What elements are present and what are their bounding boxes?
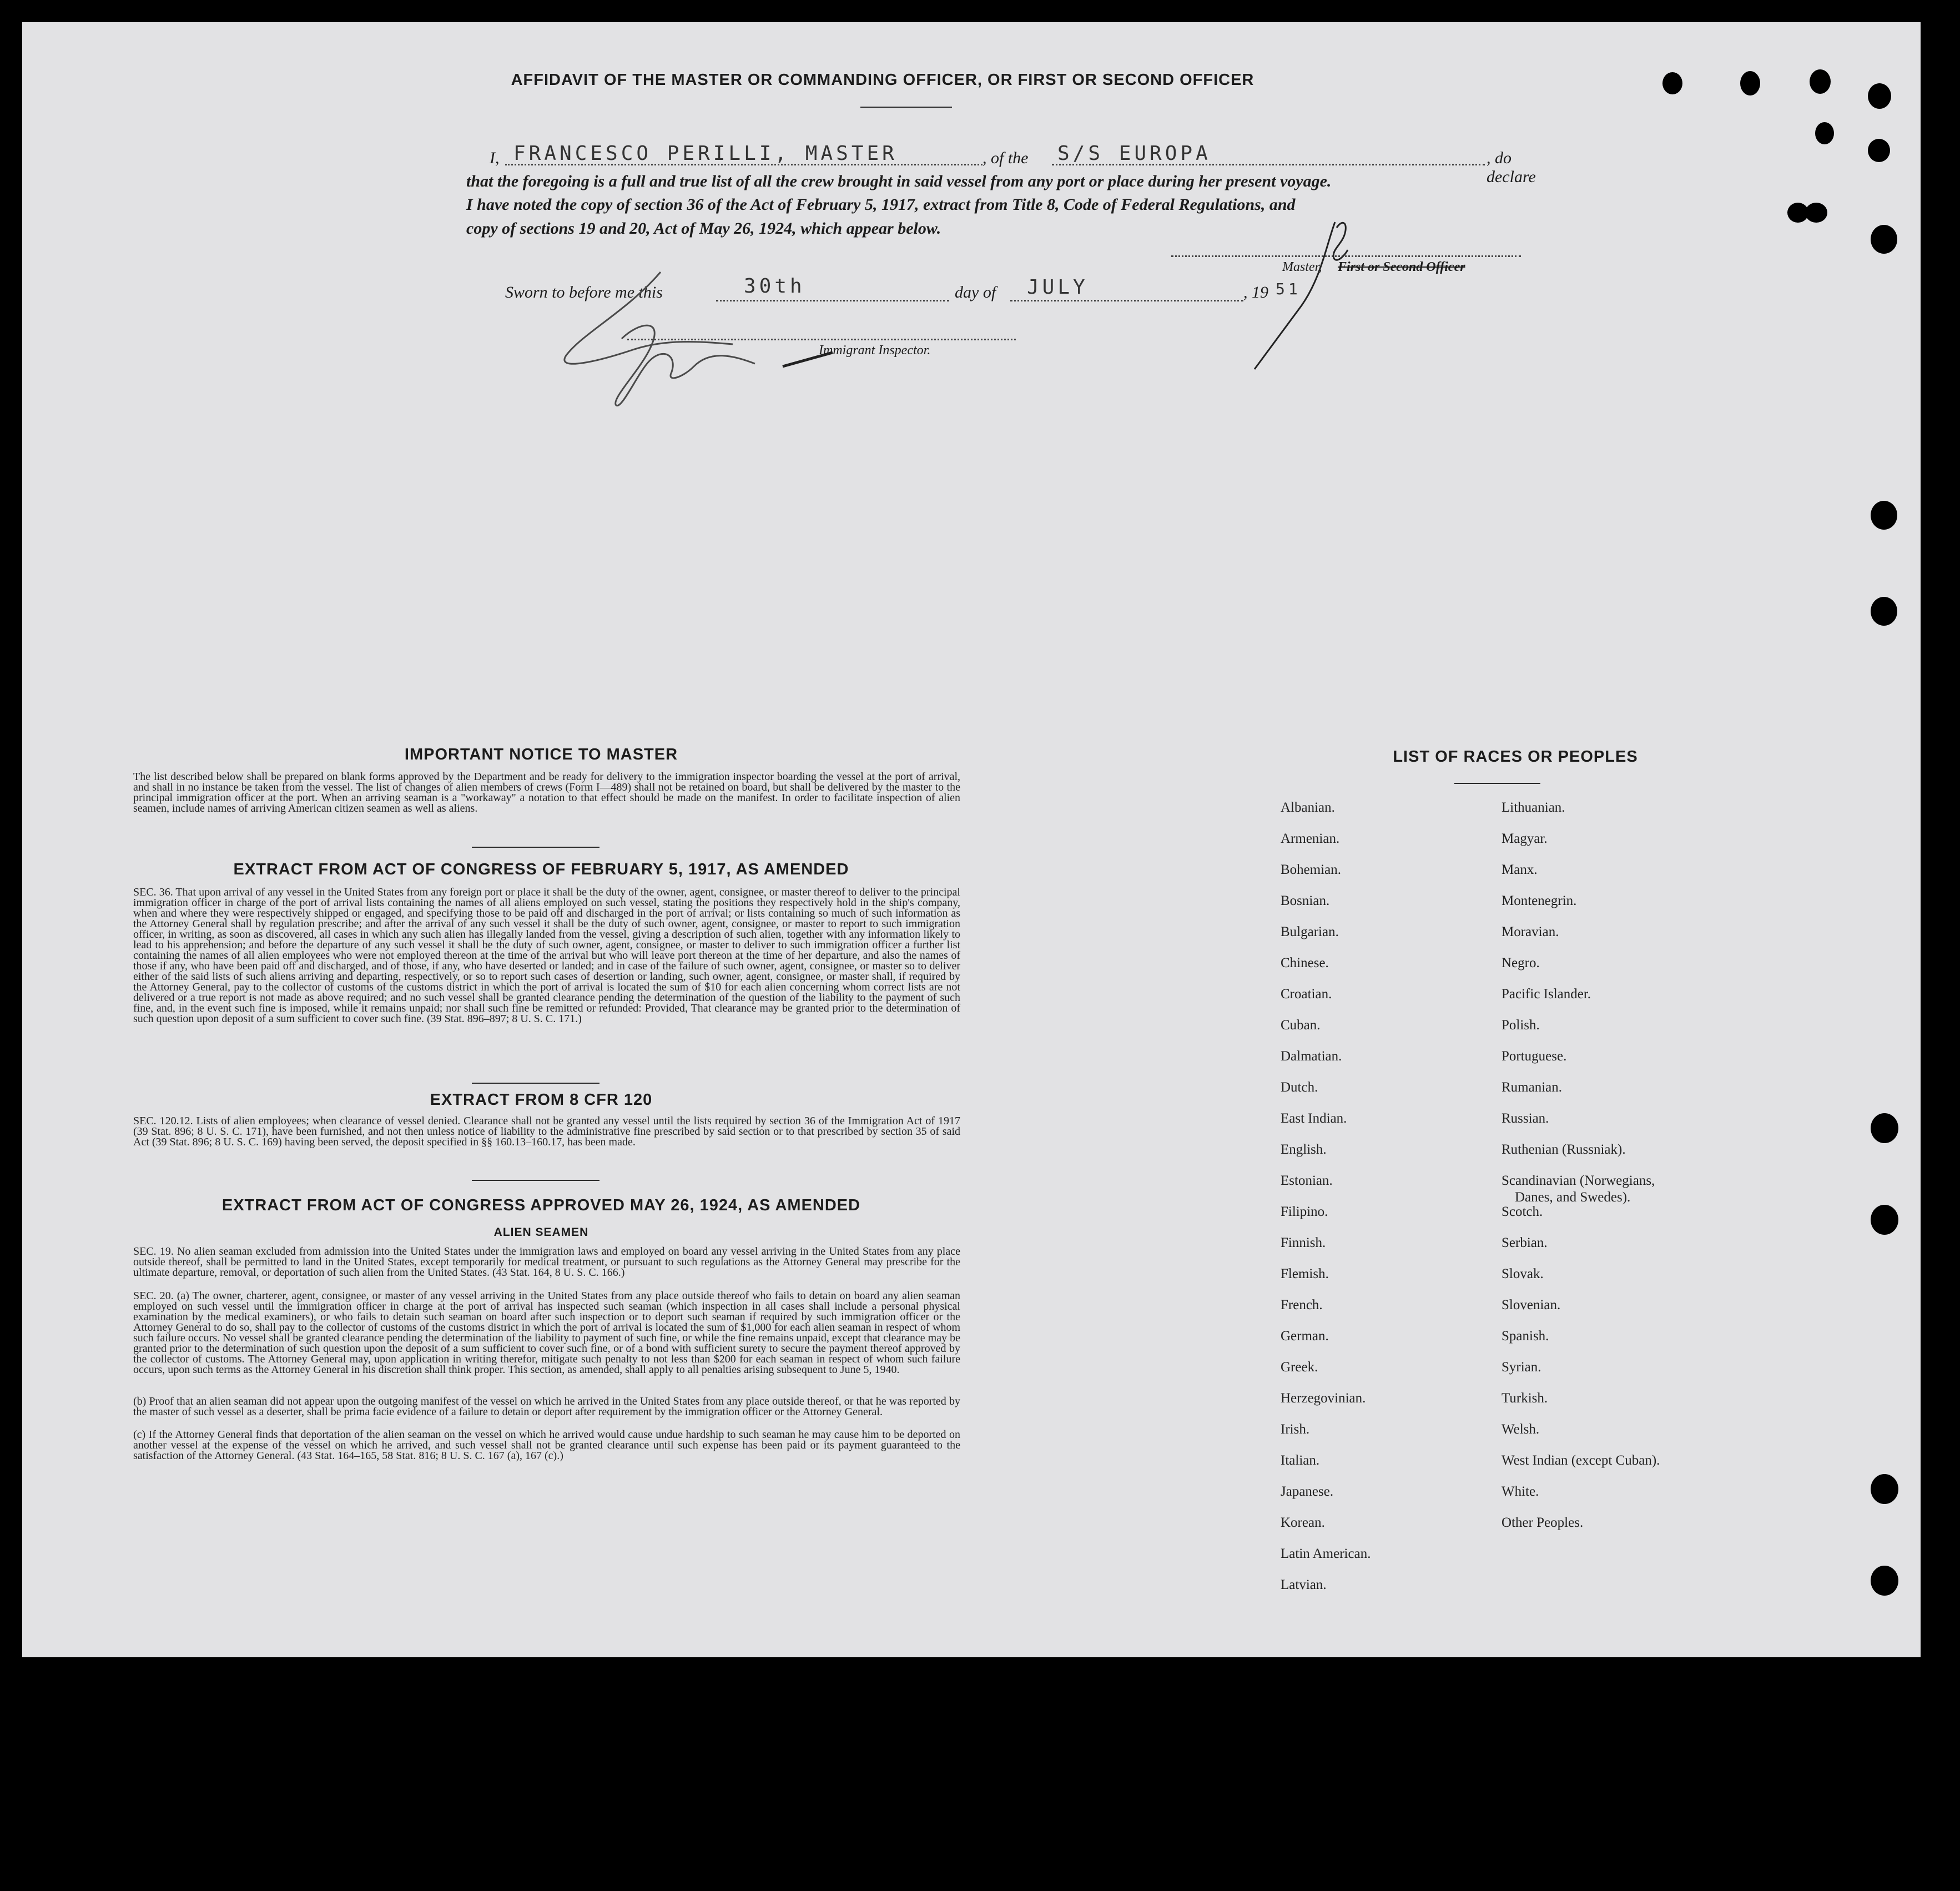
race-item: Scotch. <box>1502 1204 1543 1219</box>
race-item: Bohemian. <box>1281 862 1342 877</box>
punch-hole <box>1740 71 1760 95</box>
i-label: I, <box>490 149 500 167</box>
race-item: Polish. <box>1502 1018 1540 1033</box>
race-item: Portuguese. <box>1502 1049 1567 1064</box>
race-item: Japanese. <box>1281 1484 1334 1499</box>
race-item: Lithuanian. <box>1502 800 1565 815</box>
race-item: Other Peoples. <box>1502 1515 1584 1530</box>
race-item: Flemish. <box>1281 1266 1329 1281</box>
race-item: Dutch. <box>1281 1080 1318 1095</box>
race-item: Negro. <box>1502 955 1540 970</box>
vessel-name-handwritten: S/S EUROPA <box>1057 142 1211 165</box>
race-item: White. <box>1502 1484 1539 1499</box>
races-column-2 <box>1502 799 1790 1546</box>
punch-hole <box>1871 1113 1898 1143</box>
punch-hole <box>1662 72 1682 94</box>
inspector-signature <box>550 261 838 411</box>
race-item: Scandinavian (Norwegians, Danes, and Swedes). <box>1502 1173 1655 1205</box>
declaration-line-4: copy of sections 19 and 20, Act of May 26, 1924, which appear below. <box>466 219 941 238</box>
race-item: Welsh. <box>1502 1422 1540 1437</box>
document-page <box>22 22 1921 1657</box>
races-title: LIST OF RACES OR PEOPLES <box>1393 748 1638 766</box>
race-item: Turkish. <box>1502 1391 1548 1406</box>
day-of-label: day of <box>955 283 996 301</box>
race-item: Bulgarian. <box>1281 924 1339 939</box>
year-handwritten: 51 <box>1276 280 1301 298</box>
race-item: Ruthenian (Russniak). <box>1502 1142 1626 1157</box>
extract-1924-title: EXTRACT FROM ACT OF CONGRESS APPROVED MAY 26, 1924, AS AMENDED <box>221 1196 861 1214</box>
race-item: Russian. <box>1502 1111 1549 1126</box>
race-item: Montenegrin. <box>1502 893 1577 908</box>
master-name-handwritten: FRANCESCO PERILLI, MASTER <box>513 142 898 165</box>
month-field-line <box>1010 300 1243 301</box>
race-item: Moravian. <box>1502 924 1559 939</box>
race-item: Rumanian. <box>1502 1080 1563 1095</box>
race-item: Korean. <box>1281 1515 1325 1530</box>
affidavit-title: AFFIDAVIT OF THE MASTER OR COMMANDING OFFICER, OR FIRST OR SECOND OFFICER <box>511 71 1254 89</box>
declaration-line-2: that the foregoing is a full and true list of all the crew brought in said vessel from any port or place during her present voyage. <box>466 172 1332 190</box>
punch-hole <box>1805 203 1827 223</box>
master-label: Master, <box>1282 260 1322 274</box>
extract-1917-divider <box>472 1083 599 1084</box>
year-prefix: , 19 <box>1243 283 1268 301</box>
race-item: Irish. <box>1281 1422 1310 1437</box>
races-divider <box>1454 783 1540 784</box>
race-item: English. <box>1281 1142 1327 1157</box>
inspector-signature-line <box>627 339 1016 340</box>
race-item: Croatian. <box>1281 987 1332 1002</box>
alien-seamen-subtitle: ALIEN SEAMEN <box>493 1226 589 1239</box>
race-item: Pacific Islander. <box>1502 987 1591 1002</box>
notice-title: IMPORTANT NOTICE TO MASTER <box>404 746 678 763</box>
punch-hole <box>1868 83 1891 109</box>
extract-cfr-divider <box>472 1180 599 1181</box>
race-item: German. <box>1281 1329 1329 1344</box>
of-the-label: , of the <box>982 149 1029 167</box>
race-item: Bosnian. <box>1281 893 1330 908</box>
month-handwritten: JULY <box>1027 276 1089 299</box>
punch-hole <box>1871 1205 1898 1235</box>
race-item: Manx. <box>1502 862 1538 877</box>
punch-hole <box>1871 501 1897 530</box>
race-item: French. <box>1281 1297 1323 1312</box>
race-item: Chinese. <box>1281 955 1329 970</box>
title-divider <box>860 107 952 108</box>
punch-hole <box>1871 597 1897 626</box>
race-item: Magyar. <box>1502 831 1548 846</box>
extract-cfr-text: SEC. 120.12. Lists of alien employees; when clearance of vessel denied. Clearance shall not be granted any vessel until the lists required by section 36 of the Immigration Act of 1917 (39 Stat. 896; 8 U. S. C. 171), have been furnished, and not then unless notice of liability to the administrative fine prescribed by said section or to that prescribed by section 35 of said Act (39 Stat. 896; 8 U. S. C. 169) having been served, the deposit specified in §§ 160.13–160.17, has been made. <box>133 1115 960 1148</box>
race-item: Finnish. <box>1281 1235 1326 1250</box>
race-item: East Indian. <box>1281 1111 1347 1126</box>
extract-1924-sec20a: SEC. 20. (a) The owner, charterer, agent, consignee, or master of any vessel arriving in the United States from any place outside thereof who fails to detain on board any alien seaman employed on such vessel until the immigration officer in charge at the port of arrival has inspected such seaman (which inspection in all cases shall include a personal physical examination by the medical examiners), or who fails to detain such seaman on board after such inspection or to deport such seaman if required by such immigration officer or the Attorney General to do so, shall pay to the collector of customs of the customs district in which the port of arrival is located the sum of $1,000 for each alien seaman in respect of whom such failure occurs. No vessel shall be granted clearance pending the determination of the liability to payment of such fine, or while the fine remains unpaid, except that clearance may be granted prior to the determination of such question upon the deposit of a sum sufficient to cover such fine, or of a bond with sufficient surety to secure the payment thereof approved by the collector of customs. The Attorney General may, upon application in writing therefor, mitigate such penalty to not less than $200 for each seaman in respect of whom such failure occurs, upon such terms as the Attorney General in his discretion shall think proper. This section, as amended, shall apply to all penalties arising subsequent to June 5, 1940. <box>133 1290 960 1376</box>
races-column-1 <box>1281 799 1492 1608</box>
inspector-label: Immigrant Inspector. <box>819 343 931 358</box>
punch-hole <box>1815 122 1834 144</box>
punch-hole <box>1871 1566 1898 1596</box>
sworn-label: Sworn to before me this <box>505 283 663 301</box>
notice-text: The list described below shall be prepared on blank forms approved by the Department and be ready for delivery to the immigration inspector boarding the vessel at the port of arrival, and shall in no instance be taken from the vessel. The list of changes of alien members of crews (Form I—489) shall not be retained on board, but shall be delivered by the master to the principal immigration officer at the port. When an arriving seaman is a "workaway" a notation to that effect should be made on the manifest. In order to facilitate inspection of alien seamen, include names of arriving American citizen seamen as well as aliens. <box>133 771 960 814</box>
race-item: Latin American. <box>1281 1546 1371 1561</box>
extract-1924-sec19: SEC. 19. No alien seaman excluded from admission into the United States under the immigration laws and employed on board any vessel arriving in the United States from any place outside thereof, shall be permitted to land in the United States, except temporarily for medical treatment, or pursuant to such regulations as the Attorney General may prescribe for the ultimate departure, removal, or deportation of such alien from the United States. (43 Stat. 164, 8 U. S. C. 166.) <box>133 1245 960 1279</box>
race-item: Albanian. <box>1281 800 1335 815</box>
extract-1917-title: EXTRACT FROM ACT OF CONGRESS OF FEBRUARY 5, 1917, AS AMENDED <box>233 861 849 878</box>
punch-hole <box>1871 225 1897 254</box>
punch-hole <box>1868 139 1890 162</box>
struck-officer-label: First or Second Officer <box>1338 260 1465 274</box>
race-item: Slovenian. <box>1502 1297 1561 1312</box>
race-item: Italian. <box>1281 1453 1320 1468</box>
race-item: Dalmatian. <box>1281 1049 1342 1064</box>
race-item: Armenian. <box>1281 831 1340 846</box>
extract-1917-text: SEC. 36. That upon arrival of any vessel in the United States from any foreign port or place it shall be the duty of the owner, agent, consignee, or master thereof to deliver to the principal immigration officer in charge of the port of arrival lists containing the names of all aliens employed on such vessel, stating the positions they respectively hold in the ship's company, when and where they were respectively shipped or engaged, and specifying those to be paid off and discharged in the port of arrival; or lists containing so much of such information as the Attorney General shall by regulation prescribe; and after the arrival of any such vessel it shall be the duty of such owner, agent, consignee, or master to report to such immigration officer, in writing, as soon as discovered, all cases in which any such alien has illegally landed from the vessel, giving a description of such alien, together with any information likely to lead to his apprehension; and before the departure of any such vessel it shall be the duty of such owner, agent, consignee, or master to deliver to such immigration officer a further list containing the names of all alien employees who were not employed thereon at the time of the arrival but who will leave port thereon at the time of her departure, and also the names of those if any, who have been paid off and discharged, and of those, if any, who have deserted or landed; and in case of the failure of such owner, agent, consignee, or master so to deliver either of the said lists of such aliens arriving and departing, respectively, or so to report such cases of desertion or landing, such owner, agent, consignee, or master shall, if required by the Attorney General, pay to the collector of customs of the customs district in which the port of arrival is located the sum of $10 for each alien concerning whom correct lists are not delivered or a true report is not made as above required; and no such vessel shall be granted clearance pending the determination of the question of the liability to the payment of such fine, and, in the event such fine is imposed, while it remains unpaid; nor shall such fine be remitted or refunded: Provided, That clearance may be granted prior to the determination of such question upon deposit of a sum sufficient to cover such fine. (39 Stat. 896–897; 8 U. S. C. 171.) <box>133 886 960 1025</box>
race-item: Herzegovinian. <box>1281 1391 1366 1406</box>
extract-cfr-title: EXTRACT FROM 8 CFR 120 <box>430 1091 653 1109</box>
extract-1924-sec20c: (c) If the Attorney General finds that deportation of the alien seaman on the vessel on which he arrived would cause undue hardship to such seaman he may cause him to be deported on another vessel at the expense of the vessel on which he arrived, and such vessel shall not be granted clearance until such expense has been paid or its payment guaranteed to the satisfaction of the Attorney General. (43 Stat. 164–165, 58 Stat. 816; 8 U. S. C. 167 (a), 167 (c).) <box>133 1429 960 1462</box>
punch-hole <box>1871 1474 1898 1504</box>
race-item: Slovak. <box>1502 1266 1544 1281</box>
race-item: Cuban. <box>1281 1018 1321 1033</box>
race-item: Estonian. <box>1281 1173 1333 1188</box>
race-item: Serbian. <box>1502 1235 1548 1250</box>
race-item: Latvian. <box>1281 1577 1327 1592</box>
day-handwritten: 30th <box>744 275 805 298</box>
race-item: Filipino. <box>1281 1204 1328 1219</box>
notice-divider <box>472 847 599 848</box>
race-item: West Indian (except Cuban). <box>1502 1453 1660 1468</box>
race-item: Spanish. <box>1502 1329 1549 1344</box>
race-item: Syrian. <box>1502 1360 1541 1375</box>
do-declare-label: , do declare <box>1487 149 1536 186</box>
declaration-line-3: I have noted the copy of section 36 of the Act of February 5, 1917, extract from Title 8, Code of Federal Regulations, and <box>466 195 1296 214</box>
punch-hole <box>1810 69 1831 94</box>
extract-1924-sec20b: (b) Proof that an alien seaman did not appear upon the outgoing manifest of the vessel on which he arrived in the United States from any place outside thereof, or that he was reported by the master of such vessel as a deserter, shall be prima facie evidence of a failure to detain or deport after requirement by the immigration officer or the Attorney General. <box>133 1395 960 1418</box>
race-item: Greek. <box>1281 1360 1318 1375</box>
